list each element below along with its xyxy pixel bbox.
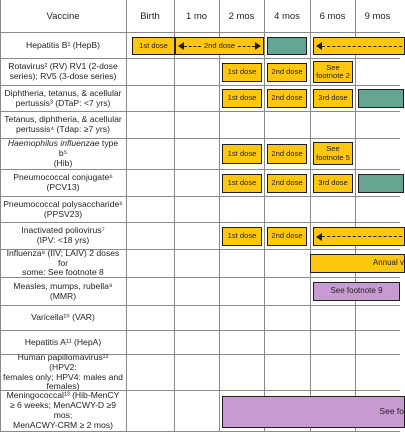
vaccine-text: Rotavirus² (RV) RV1 (2-dose bbox=[8, 61, 118, 72]
arrow-right-icon bbox=[255, 42, 261, 50]
meningococcal-footnote-bar bbox=[222, 396, 405, 428]
vaccine-text: type b⁵ bbox=[58, 138, 119, 159]
column-divider bbox=[126, 0, 127, 432]
column-header-1mo: 1 mo bbox=[185, 10, 208, 22]
vaccine-text: (IPV: <18 yrs) bbox=[36, 235, 90, 245]
cell-text: 1st dose bbox=[227, 148, 257, 158]
dose-range-arrow bbox=[176, 38, 263, 54]
vaccine-text: ≥ 6 weeks; MenACWY-D ≥9 mos; bbox=[9, 400, 117, 420]
dashed-line bbox=[184, 46, 201, 47]
vaccine-label-hib bbox=[3, 139, 123, 169]
vaccine-text: Meningococcal¹³ (Hib-MenCY bbox=[6, 390, 120, 401]
vaccine-label-meningococcal bbox=[3, 391, 123, 431]
cell-text: 1st dose bbox=[139, 40, 168, 50]
vaccine-text: Human papillomavirus¹² (HPV2: bbox=[17, 351, 109, 372]
cell-text: 1st dose bbox=[227, 67, 257, 77]
vaccine-label-hpv bbox=[3, 351, 123, 392]
vaccine-text: Hepatitis B¹ (HepB) bbox=[25, 39, 101, 50]
dose-range-arrow bbox=[314, 38, 404, 54]
column-header-9mos: 9 mos bbox=[364, 10, 391, 22]
pcv13-dose-2 bbox=[267, 174, 307, 193]
vaccine-label-dtap bbox=[3, 86, 123, 111]
vaccine-text: Influenza⁸ (IIV; LAIV) 2 doses for bbox=[6, 247, 120, 268]
rotavirus-dose-2 bbox=[267, 63, 307, 82]
pcv13-dose-1 bbox=[222, 174, 262, 193]
column-divider bbox=[174, 0, 175, 432]
dashed-line bbox=[322, 236, 402, 237]
column-header-6mos: 6 mos bbox=[319, 10, 346, 22]
vaccine-text: MenACWY-CRM ≥ 2 mos) bbox=[13, 419, 113, 430]
column-header-4mos: 4 mos bbox=[274, 10, 300, 22]
cell-text: See bbox=[326, 144, 340, 154]
hepb-dose-3-range bbox=[313, 37, 405, 55]
dose-range-arrow bbox=[314, 228, 404, 245]
vaccine-label-ipv bbox=[3, 223, 123, 249]
hib-dose-2 bbox=[267, 144, 307, 164]
vaccine-text: Pneumococcal conjugate⁶ bbox=[13, 172, 113, 183]
hib-footnote bbox=[313, 142, 353, 165]
dashed-line bbox=[322, 46, 402, 47]
vaccine-text: Diphtheria, tetanus, & acellular bbox=[4, 87, 122, 98]
cell-text: 1st dose bbox=[227, 231, 257, 241]
rotavirus-footnote bbox=[313, 61, 353, 83]
hepb-dose-2-range bbox=[175, 37, 264, 55]
cell-text: footnote 5 bbox=[316, 152, 350, 162]
vaccine-label-ppsv23 bbox=[3, 197, 123, 222]
vaccine-text: (PCV13) bbox=[46, 182, 80, 192]
cell-text: See fo bbox=[379, 406, 404, 417]
vaccine-text: females only; HPV4: males and bbox=[3, 371, 123, 382]
vaccine-text: females) bbox=[46, 381, 80, 392]
influenza-annual-bar bbox=[310, 254, 405, 273]
vaccine-label-hepb bbox=[3, 33, 123, 58]
vaccine-text: series); RV5 (3-dose series) bbox=[9, 71, 117, 81]
column-divider bbox=[355, 0, 356, 432]
cell-text: 2nd dose bbox=[271, 231, 303, 241]
vaccine-text: (Hib) bbox=[53, 157, 73, 168]
dtap-dose-3 bbox=[313, 89, 353, 108]
cell-text: See footnote 9 bbox=[330, 286, 383, 296]
hepb-catchup-block bbox=[267, 37, 307, 55]
column-header-birth: Birth bbox=[140, 10, 160, 22]
ipv-dose-1 bbox=[222, 227, 262, 246]
vaccine-text: Hepatitis A¹¹ (HepA) bbox=[24, 336, 102, 347]
vaccine-text: some: See footnote 8 bbox=[22, 267, 104, 278]
vaccine-text: pertussis⁴ (Tdap: ≥7 yrs) bbox=[16, 124, 110, 134]
column-header-vaccine: Vaccine bbox=[46, 10, 80, 22]
dtap-catchup-block bbox=[358, 89, 404, 108]
ipv-dose-3-range bbox=[313, 227, 405, 246]
cell-text: Annual v bbox=[372, 258, 404, 268]
vaccine-label-influenza bbox=[3, 247, 123, 278]
cell-text: 2nd dose bbox=[203, 40, 236, 50]
column-divider bbox=[219, 0, 220, 432]
vaccine-text: Pneumococcal polysaccharide⁶ bbox=[3, 198, 123, 209]
cell-text: 2nd dose bbox=[271, 178, 303, 188]
cell-text: See bbox=[326, 62, 340, 72]
vaccine-label-varicella bbox=[3, 306, 123, 330]
column-divider bbox=[264, 0, 265, 432]
cell-text: 2nd dose bbox=[271, 93, 303, 103]
vaccine-label-tdap bbox=[3, 112, 123, 138]
vaccine-label-rotavirus bbox=[3, 59, 123, 85]
column-divider bbox=[0, 0, 1, 432]
column-header-2mos: 2 mos bbox=[228, 10, 255, 22]
column-divider bbox=[310, 0, 311, 432]
cell-text: 1st dose bbox=[227, 178, 257, 188]
mmr-footnote-bar bbox=[313, 282, 400, 301]
pcv13-dose-3 bbox=[313, 174, 353, 193]
vaccine-text: Tetanus, diphtheria, & acellular bbox=[4, 114, 122, 125]
hepb-dose-1 bbox=[132, 37, 175, 55]
vaccine-text: Varicella¹⁰ (VAR) bbox=[31, 312, 95, 323]
cell-text: 1st dose bbox=[227, 93, 257, 103]
cell-text: 2nd dose bbox=[271, 148, 303, 158]
dtap-dose-1 bbox=[222, 89, 262, 108]
pcv13-catchup-block bbox=[358, 174, 404, 193]
ipv-dose-2 bbox=[267, 227, 307, 246]
dtap-dose-2 bbox=[267, 89, 307, 108]
vaccine-text: pertussis³ (DTaP: <7 yrs) bbox=[15, 97, 111, 108]
vaccine-text: (PPSV23) bbox=[43, 208, 83, 219]
cell-text: 3rd dose bbox=[318, 178, 348, 188]
cell-text: footnote 2 bbox=[316, 71, 350, 80]
vaccine-text-italic: Haemophilus influenzae bbox=[7, 138, 100, 149]
vaccine-label-hepa bbox=[3, 331, 123, 354]
cell-text: 3rd dose bbox=[318, 93, 348, 103]
vaccine-label-mmr bbox=[3, 278, 123, 305]
vaccine-text: Inactivated poliovirus⁷ bbox=[21, 225, 105, 236]
vaccine-text: Measles, mumps, rubella⁹ (MMR) bbox=[13, 280, 113, 301]
cell-text: 2nd dose bbox=[271, 67, 303, 77]
vaccine-label-pcv13 bbox=[3, 170, 123, 196]
rotavirus-dose-1 bbox=[222, 63, 262, 82]
dashed-line bbox=[238, 46, 255, 47]
hib-dose-1 bbox=[222, 144, 262, 164]
